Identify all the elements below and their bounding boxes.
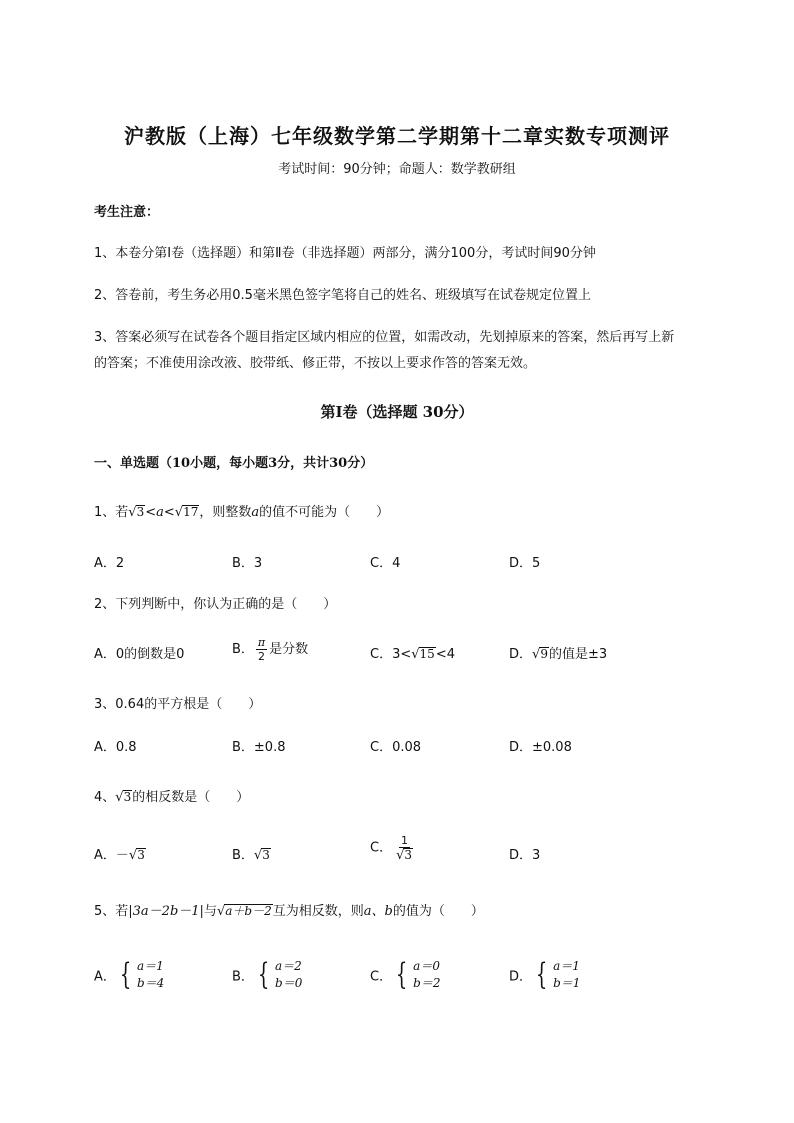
q3-option-d[interactable]: D．±0.08 <box>509 740 572 755</box>
q4-b-radicand: 3 <box>262 848 270 862</box>
note-item-3-cont: 的答案；不准使用涂改液、胶带纸、修正带，不按以上要求作答的答案无效。 <box>94 356 537 371</box>
notes-heading: 考生注意： <box>94 205 160 220</box>
q2-option-b[interactable] <box>232 636 308 663</box>
q2-option-d[interactable] <box>509 643 607 662</box>
q5-mid: 与 <box>203 904 217 919</box>
q1-var: a <box>156 505 164 520</box>
q4-suffix: 的相反数是（ ） <box>132 790 250 805</box>
q2-d-text: 的值是±3 <box>548 647 608 662</box>
question-4 <box>94 786 249 805</box>
q1-option-c[interactable]: C．4 <box>370 556 401 571</box>
q1-radicand-1: 3 <box>136 505 145 519</box>
q5-d-line-1: a＝1 <box>553 959 580 973</box>
q2-b-fraction <box>256 636 267 663</box>
q4-option-c[interactable] <box>370 834 417 862</box>
q5-b-system <box>254 958 302 992</box>
q1-lt-1: < <box>145 505 157 520</box>
note-item-2: 2、答卷前，考生务必用0.5毫米黑色签字笔将自己的姓名、班级填写在试卷规定位置上 <box>94 288 591 303</box>
sqrt-symbol: √ <box>532 647 541 662</box>
document-title: 沪教版（上海）七年级数学第二学期第十二章实数专项测评 <box>124 124 670 148</box>
q4-option-d[interactable]: D．3 <box>509 848 541 863</box>
question-1 <box>94 501 389 520</box>
q5-c-label: C． <box>370 969 393 985</box>
q5-b-line-2: b＝0 <box>275 976 303 990</box>
brace-symbol: { <box>119 957 132 992</box>
q2-b-numerator: π <box>257 636 266 649</box>
q2-option-a[interactable]: A．0的倒数是0 <box>94 647 185 662</box>
q5-option-c[interactable] <box>370 958 441 992</box>
q4-radicand: 3 <box>123 790 132 804</box>
q5-c-line-1: a＝0 <box>413 959 440 973</box>
q3-option-c[interactable]: C．0.08 <box>370 740 422 755</box>
note-item-1: 1、本卷分第I卷（选择题）和第Ⅱ卷（非选择题）两部分，满分100分，考试时间90分钟 <box>94 246 596 261</box>
question-2: 2、下列判断中，你认为正确的是（ ） <box>94 597 337 612</box>
q2-c-radicand: 15 <box>419 647 435 661</box>
q1-suffix-2: 的值不可能为（ ） <box>259 505 390 520</box>
q4-a-label: A．－ <box>94 848 129 863</box>
sqrt-symbol: √ <box>396 848 405 863</box>
q5-suffix-2: 的值为（ ） <box>392 904 484 919</box>
q5-c-system <box>392 958 440 992</box>
question-5 <box>94 900 484 919</box>
q1-radicand-2: 17 <box>183 505 199 519</box>
q2-b-text: 是分数 <box>269 642 309 657</box>
q4-c-radicand: 3 <box>404 848 413 862</box>
question-3: 3、0.64的平方根是（ ） <box>94 697 262 712</box>
q5-d-line-2: b＝1 <box>553 976 581 990</box>
q5-option-b[interactable] <box>232 958 302 992</box>
q4-option-b[interactable] <box>232 844 271 863</box>
q5-prefix: 5、若 <box>94 904 129 919</box>
q4-prefix: 4、 <box>94 790 116 805</box>
sqrt-symbol: √ <box>128 505 137 520</box>
q5-option-d[interactable] <box>509 958 580 992</box>
sqrt-symbol: √ <box>411 647 420 662</box>
q1-suffix-1: ，则整数 <box>199 505 252 520</box>
section-title: 第I卷（选择题 30分） <box>320 403 474 421</box>
q5-a-line-1: a＝1 <box>137 959 164 973</box>
q5-vars: a、b <box>363 904 393 919</box>
q4-c-label: C． <box>370 840 393 856</box>
q5-d-system <box>532 958 580 992</box>
sqrt-symbol: √ <box>174 505 184 520</box>
q1-var-2: a <box>251 505 260 520</box>
sqrt-symbol: √ <box>253 848 263 863</box>
part-title: 一、单选题（10小题，每小题3分，共计30分） <box>94 456 374 471</box>
q5-abs-expression: |3a－2b－1| <box>128 904 204 919</box>
q5-a-line-2: b＝4 <box>137 976 165 990</box>
q5-a-system <box>116 958 164 992</box>
q5-radicand: a＋b－2 <box>225 904 272 918</box>
q5-b-label: B． <box>232 969 254 985</box>
q3-option-b[interactable]: B．±0.8 <box>232 740 286 755</box>
sqrt-symbol: √ <box>128 848 138 863</box>
q1-prefix: 1、若 <box>94 505 129 520</box>
q5-suffix-1: 互为相反数，则 <box>272 904 364 919</box>
q5-d-label: D． <box>509 969 533 985</box>
q4-c-numerator: 1 <box>401 834 409 847</box>
q1-option-b[interactable]: B．3 <box>232 556 263 571</box>
q4-c-denominator <box>394 848 415 862</box>
document-subtitle: 考试时间：90分钟；命题人：数学教研组 <box>278 162 516 177</box>
q2-b-label: B． <box>232 642 254 657</box>
sqrt-symbol: √ <box>216 904 226 919</box>
q5-a-label: A． <box>94 969 116 985</box>
q5-c-line-2: b＝2 <box>413 976 441 990</box>
q2-c-text: <4 <box>435 647 455 662</box>
q1-lt-2: < <box>163 505 175 520</box>
brace-symbol: { <box>395 957 408 992</box>
brace-symbol: { <box>535 957 548 992</box>
q4-option-a[interactable] <box>94 844 146 863</box>
q5-b-line-1: a＝2 <box>275 959 302 973</box>
note-item-3: 3、答案必须写在试卷各个题目指定区域内相应的位置，如需改动，先划掉原来的答案，然后再写上新 <box>94 330 675 345</box>
brace-symbol: { <box>257 957 270 992</box>
q5-option-a[interactable] <box>94 958 164 992</box>
q2-c-label: C．3< <box>370 647 412 662</box>
q4-b-label: B． <box>232 848 254 863</box>
q2-d-radicand: 9 <box>540 647 548 661</box>
q4-c-fraction <box>394 834 415 862</box>
q1-option-d[interactable]: D．5 <box>509 556 541 571</box>
q2-option-c[interactable] <box>370 643 455 662</box>
q2-d-label: D． <box>509 647 533 662</box>
q2-b-denominator: 2 <box>258 650 266 663</box>
q4-a-radicand: 3 <box>137 848 145 862</box>
q1-option-a[interactable]: A．2 <box>94 556 125 571</box>
sqrt-symbol: √ <box>115 790 124 805</box>
q3-option-a[interactable]: A．0.8 <box>94 740 137 755</box>
